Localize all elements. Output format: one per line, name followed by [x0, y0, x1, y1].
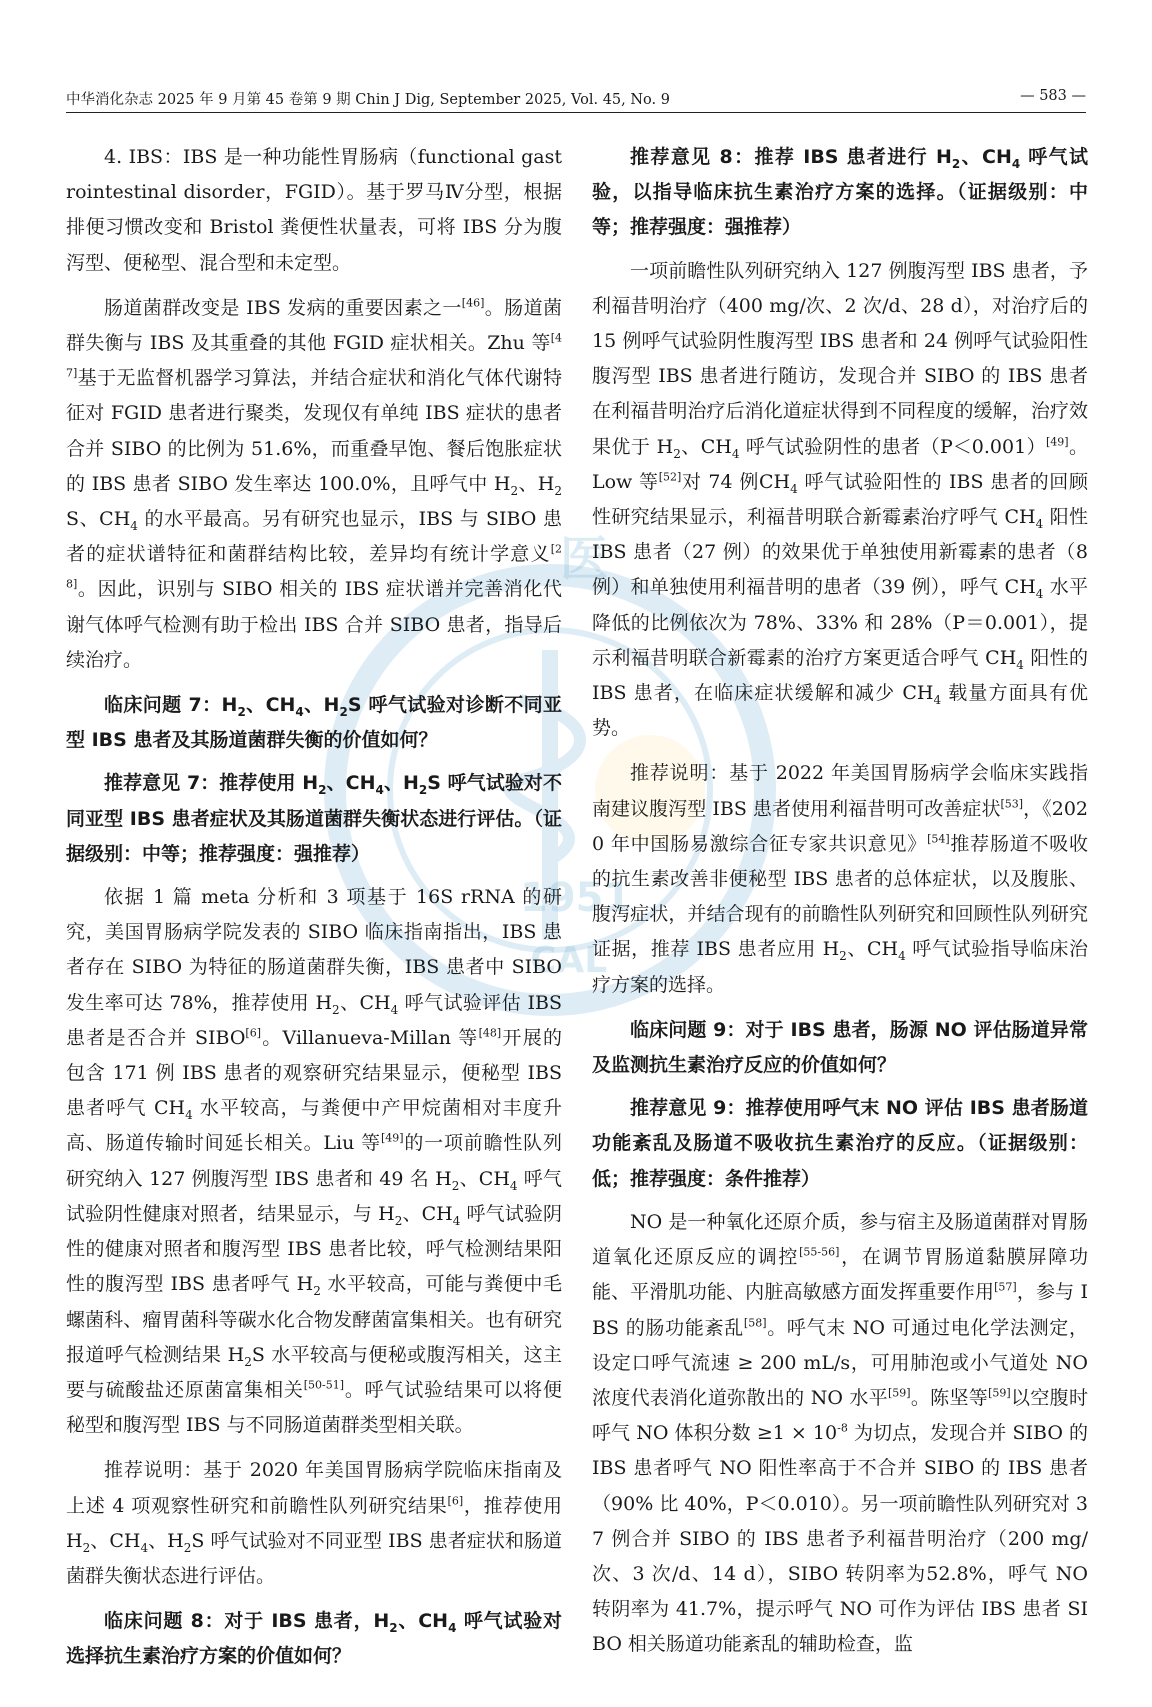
paragraph-ibs-definition: 4. IBS：IBS 是一种功能性胃肠病（functional gastrointestinal disorder，FGID）。基于罗马Ⅳ分型，根据排便习惯改变和 Bristol 粪便性状量表，可将 IBS 分为腹泻型、便秘型、混合型和未定型。 [66, 146, 562, 274]
paragraph-rationale-7: 推荐说明：基于 2020 年美国胃肠病学院临床指南及上述 4 项观察性研究和前瞻性队列研究结果[6]，推荐使用 $H_2$、$CH_4$、$H_2S$ 呼气试验对不同亚型 IBS 患者症状和肠道菌群失衡状态进行评估。 [66, 1459, 562, 1587]
watermark-year: 1951 [520, 875, 632, 921]
left-column [66, 140, 562, 1683]
paragraph-microbiota: 肠道菌群改变是 IBS 发病的重要因素之一[46]。肠道菌群失衡与 IBS 及其重叠的其他 FGID 症状相关。Zhu 等[47]基于无监督机器学习算法，并结合症状和消化气体代谢特征对 FGID 患者进行聚类，发现仅有单纯 IBS 症状的患者合并 SIBO 的比例为 51.6%，而重叠早饱、餐后饱胀症状的 IBS 患者 SIBO 发生率达 100.0%，且呼气中 $H_2$、$H_2S$、$CH_4$ 的水平最高。另有研究也显示，IBS 与 SIBO 患者的症状谱特征和菌群结构比较，差异均有统计学意义[28]。因此，识别与 SIBO 相关的 IBS 症状谱并完善消化代谢气体呼气检测有助于检出 IBS 合并 SIBO 患者，指导后续治疗。 [66, 296, 563, 671]
journal-citation: 中华消化杂志 2025 年 9 月第 45 卷第 9 期 Chin J Dig, September 2025, Vol. 45, No. 9 [66, 92, 670, 108]
paragraph-evidence-7: 依据 1 篇 meta 分析和 3 项基于 16S rRNA 的研究，美国胃肠病学院发表的 SIBO 临床指南指出，IBS 患者存在 SIBO 为特征的肠道菌群失衡，IBS 患者中 SIBO 发生率可达 78%，推荐使用 $H_2$、$CH_4$ 呼气试验评估 IBS 患者是否合并 SIBO[6]。Villanueva-Millan 等[48]开展的包含 171 例 IBS 患者的观察研究结果显示，便秘型 IBS 患者呼气 $CH_4$ 水平较高，与粪便中产甲烷菌相对丰度升高、肠道传输时间延长相关。Liu 等[49]的一项前瞻性队列研究纳入 127 例腹泻型 IBS 患者和 49 名 $H_2$、$CH_4$ 呼气试验阴性健康对照者，结果显示，与 $H_2$、$CH_4$ 呼气试验阴性的健康对照者和腹泻型 IBS 患者比较，呼气检测结果阳性的腹泻型 IBS 患者呼气 $H_2$ 水平较高，可能与粪便中毛螺菌科、瘤胃菌科等碳水化合物发酵菌富集相关。也有研究报道呼气检测结果 $H_2S$ 水平较高与便秘或腹泻相关，这主要与硫酸盐还原菌富集相关[50-51]。呼气试验结果可以将便秘型和腹泻型 IBS 与不同肠道菌群类型相关联。 [66, 886, 563, 1437]
clinical-question-7: 临床问题 7：$H_2$、$CH_4$、$H_2S$ 呼气试验对诊断不同亚型 IBS 患者及其肠道菌群失衡的价值如何？ [66, 694, 562, 752]
paragraph-evidence-9: NO 是一种氧化还原介质，参与宿主及肠道菌群对胃肠道氧化还原反应的调控[55-56]，在调节胃肠道黏膜屏障功能、平滑肌功能、内脏高敏感方面发挥重要作用[57]，参与 IBS 的肠功能紊乱[58]。呼气末 NO 可通过电化学法测定，设定口呼气流速 ≥ 200 mL/s，可用肺泡或小气道处 NO 浓度代表消化道弥散出的 NO 水平[59]。陈坚等[59]以空腹时呼气 NO 体积分数 $\ge 1 \times 10^{-8}$ 为切点，发现合并 SIBO 的 IBS 患者呼气 NO 阳性率高于不合并 SIBO 的 IBS 患者（90% 比 40%，P＜0.010）。另一项前瞻性队列研究对 37 例合并 SIBO 的 IBS 患者予利福昔明治疗（200 mg/次、3 次/d、14 d），SIBO 转阴率为52.8%，呼气 NO 转阴率为 41.7%，提示呼气 NO 可作为评估 IBS 患者 SIBO 相关肠道功能紊乱的辅助检查，监 [592, 1210, 1088, 1656]
recommendation-8: 推荐意见 8：推荐 IBS 患者进行 $H_2$、$CH_4$ 呼气试验，以指导临床抗生素治疗方案的选择。（证据级别：中等；推荐强度：强推荐） [592, 146, 1088, 239]
right-column [592, 140, 1088, 1673]
clinical-question-8: 临床问题 8：对于 IBS 患者，$H_2$、$CH_4$ 呼气试验对选择抗生素治疗方案的价值如何？ [66, 1610, 562, 1668]
watermark-latin: CAL [530, 940, 608, 981]
recommendation-7: 推荐意见 7：推荐使用 $H_2$、$CH_4$、$H_2S$ 呼气试验对不同亚型 IBS 患者症状及其肠道菌群失衡状态进行评估。（证据级别：中等；推荐强度：强推荐） [66, 772, 562, 865]
page-number: — 583 — [1020, 88, 1086, 104]
running-header [66, 84, 1086, 113]
clinical-question-9: 临床问题 9：对于 IBS 患者，肠源 NO 评估肠道异常及监测抗生素治疗反应的价值如何？ [592, 1018, 1088, 1077]
paragraph-evidence-8: 一项前瞻性队列研究纳入 127 例腹泻型 IBS 患者，予利福昔明治疗（400 mg/次、2 次/d、28 d），对治疗后的 15 例呼气试验阴性腹泻型 IBS 患者和 24 例呼气试验阳性腹泻型 IBS 患者进行随访，发现合并 SIBO 的 IBS 患者在利福昔明治疗后消化道症状得到不同程度的缓解，治疗效果优于 $H_2$、$CH_4$ 呼气试验阴性的患者（P＜0.001）[49]。Low 等[52]对 74 例$CH_4$ 呼气试验阳性的 IBS 患者的回顾性研究结果显示，利福昔明联合新霉素治疗呼气 $CH_4$ 阳性 IBS 患者（27 例）的效果优于单独使用新霉素的患者（8 例）和单独使用利福昔明的患者（39 例），呼气 $CH_4$ 水平降低的比例依次为 78%、33% 和 28%（P＝0.001），提示利福昔明联合新霉素的治疗方案更适合呼气 $CH_4$ 阳性的 IBS 患者，在临床症状缓解和减少 $CH_4$ 载量方面具有优势。 [592, 259, 1089, 740]
paragraph-rationale-8: 推荐说明：基于 2022 年美国胃肠病学会临床实践指南建议腹泻型 IBS 患者使用利福昔明可改善症状[53]，《2020 年中国肠易激综合征专家共识意见》[54]推荐肠道不吸收的抗生素改善非便秘型 IBS 患者的总体症状，以及腹胀、腹泻症状，并结合现有的前瞻性队列研究和回顾性队列研究证据，推荐 IBS 患者应用 $H_2$、$CH_4$ 呼气试验指导临床治疗方案的选择。 [592, 762, 1088, 996]
recommendation-9: 推荐意见 9：推荐使用呼气末 NO 评估 IBS 患者肠道功能紊乱及肠道不吸收抗生素治疗的反应。（证据级别：低；推荐强度：条件推荐） [592, 1097, 1088, 1190]
watermark-char: 医 [560, 531, 609, 587]
